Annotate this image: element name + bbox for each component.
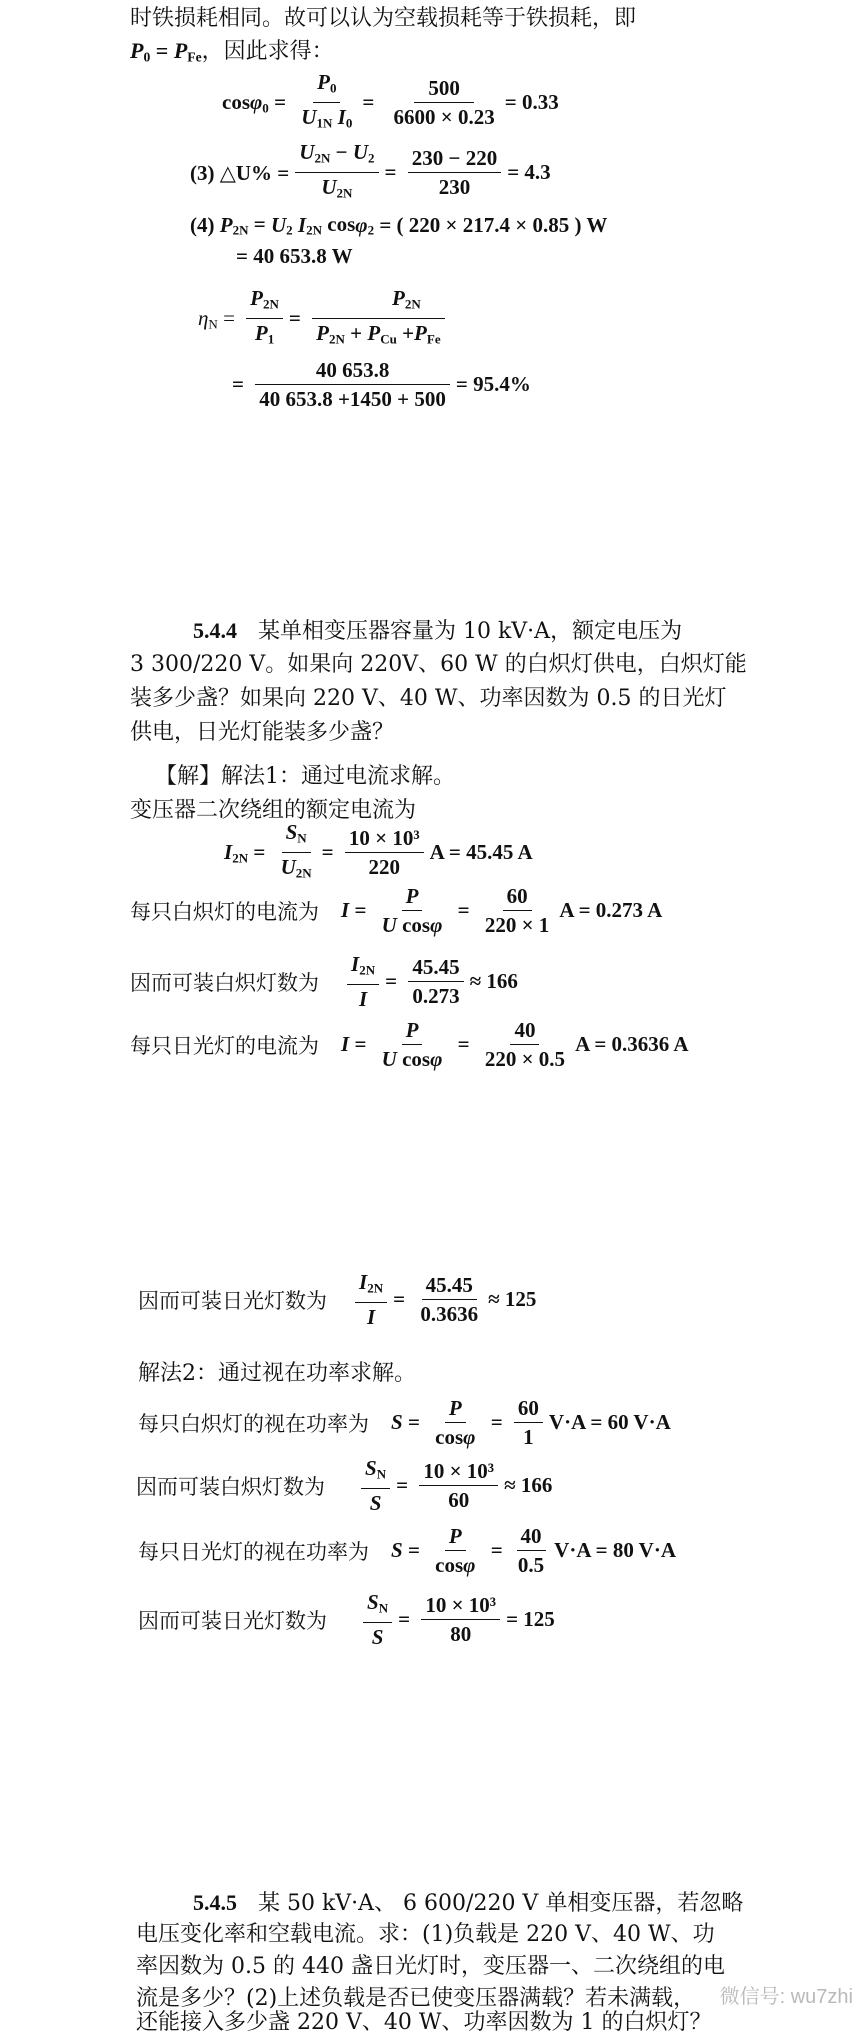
fl-count-label-2: 因而可装日光灯数为 [138,1608,327,1633]
fl-s-result: V·A = 80 V·A [554,1538,677,1562]
cos-result: = 0.33 [504,90,559,115]
problem-544-number: 5.4.4 [193,618,237,643]
lamp-s-result: V·A = 60 V·A [548,1410,671,1434]
fl-count-result: ≈ 125 [488,1287,537,1312]
du-label: (3) △U% = [190,160,290,185]
eq-fluorescent-count-2: 因而可装日光灯数为 $\frac{S_N}{S}$ = $\frac{\text{10 × 10³}}{80}$ = 125 [138,1590,555,1650]
eq-p2n-value: = 40 653.8 W [236,244,353,268]
problem-544-text-1: 某单相变压器容量为 10 kV·A，额定电压为 [257,619,683,644]
eq-voltage-regulation: (3) △U% = $\frac{U_{2N} - U_2}{U_{2N}}$ = $\frac{230 - 220}{230}$ = 4.3 [190,140,551,201]
eq-efficiency: η $_N$ = $\frac{P_{2N}}{P_1}$ = $\frac{P_{2N}}{P_{2N} + P_{Cu} +P_{Fe}}$ [198,286,451,352]
i2n-den: 220 [368,855,401,880]
problem-545-number: 5.4.5 [193,1890,237,1915]
eta-den: 40 653.8 +1450 + 500 [259,387,446,411]
problem-545-line-2: 电压变化率和空载电流。求：(1)负载是 220 V、40 W、功 [136,1922,715,1947]
eq-p2n: (4) P $_{2N}$ = U $_2$ I $_{2N}$ cos φ $_2$ = ( 220 × 217.4 × 0.85 ) W [190,212,608,238]
eta-num: 40 653.8 [255,358,450,385]
eq-fluorescent-count: 因而可装日光灯数为 $\frac{I_{2N}}{I}$ = $\frac{45.45}{0.3636}$ ≈ 125 [138,1270,537,1330]
lamp-s-label: 每只白炽灯的视在功率为 [138,1411,369,1436]
eq-i2n: I $_{2N}$ = $\frac{S_N}{U_{2N}}$ = $\frac{\text{10 × 10³}}{220}$ A = 45.45 A [224,820,533,881]
fl-s-label: 每只日光灯的视在功率为 [138,1539,369,1564]
fl-result: A = 0.3636 A [575,1032,689,1056]
lamp-count-result: ≈ 166 [469,969,518,994]
watermark: 微信号: wu7zhi [719,1986,853,2008]
eq-lamp-count-2: 因而可装白炽灯数为 $\frac{S_N}{S}$ = $\frac{\text{10 × 10³}}{60}$ ≈ 166 [136,1456,553,1516]
du-den: 230 [438,175,471,200]
fl-count-num-2: 10 × 10³ [421,1593,500,1620]
solution1-intro: 变压器二次绕组的额定电流为 [130,798,417,823]
fl-s-den: 0.5 [517,1553,545,1577]
fl-count-den-2: 80 [450,1622,472,1647]
p2n-label: (4) [190,212,215,237]
lamp-result: A = 0.273 A [559,898,663,922]
i2n-num: 10 × 10³ [345,826,424,853]
lamp-count-den-2: 60 [448,1488,470,1513]
cos-den: 6600 × 0.23 [393,105,495,130]
lamp-count-num-2: 10 × 10³ [419,1459,498,1486]
solution1-heading: 【解】解法1：通过电流求解。 [155,764,455,789]
eq-fluorescent-apparent-power: 每只日光灯的视在功率为 S = $\frac{P}{\cos\varphi}$ = $\frac{40}{0.5}$ V·A = 80 V·A [138,1524,677,1577]
top-line-2-suffix: ，因此求得： [201,39,334,64]
fl-den: 220 × 0.5 [484,1047,566,1071]
fl-current-label: 每只日光灯的电流为 [130,1033,319,1058]
lamp-num: 60 [503,884,532,911]
problem-544-line-4: 供电，日光灯能装多少盏？ [130,720,395,745]
fl-s-num: 40 [517,1524,546,1551]
eq-cos-phi0: cos φ $_0$ = $\frac{P_0}{U_{1N} I_0}$ = $\frac{500}{6600 \times 0.23}$ = 0.33 [222,70,559,131]
top-line-2: $P_0 = P_{Fe}$，因此求得： [130,38,334,65]
eq-lamp-apparent-power: 每只白炽灯的视在功率为 S = $\frac{P}{\cos\varphi}$ = $\frac{60}{1}$ V·A = 60 V·A [138,1396,671,1449]
fl-count-label: 因而可装日光灯数为 [138,1288,327,1313]
problem-544-line-1 [193,614,682,649]
solution2-heading: 解法2：通过视在功率求解。 [138,1361,416,1386]
eq-fluorescent-current: 每只日光灯的电流为 I = $\frac{P}{\text{U cosφ}}$ = $\frac{40}{220 \times 0.5}$ A = 0.3636 A [130,1018,689,1071]
problem-545-line-3: 率因数为 0.5 的 440 盏日光灯时，变压器一、二次绕组的电 [136,1954,725,1979]
i2n-result: A = 45.45 A [429,840,533,865]
problem-545-line-4: 流是多少？(2)上述负载是否已使变压器满载？若未满载， [136,1986,696,2011]
du-result: = 4.3 [507,160,551,185]
lamp-count-num: 45.45 [408,955,463,982]
eq-lamp-current: 每只白炽灯的电流为 I = $\frac{P}{\text{U cosφ}}$ = $\frac{60}{220 \times 1}$ A = 0.273 A [130,884,663,937]
lamp-current-label: 每只白炽灯的电流为 [130,899,319,924]
lamp-s-num: 60 [514,1396,543,1423]
problem-544-line-3: 装多少盏？如果向 220 V、40 W、功率因数为 0.5 的日光灯 [130,686,727,711]
lamp-s-den: 1 [523,1425,534,1449]
du-num: 230 − 220 [408,146,501,173]
p2n-expr: = ( 220 × 217.4 × 0.85 ) W [379,212,608,237]
problem-545-line-5: 还能接入多少盏 220 V、40 W、功率因数为 1 的白炽灯？ [136,2010,712,2035]
eta-result: = 95.4% [455,372,531,396]
eq-lamp-count: 因而可装白炽灯数为 $\frac{I_{2N}}{I}$ = $\frac{45.45}{0.273}$ ≈ 166 [130,952,518,1012]
problem-544-line-2: 3 300/220 V。如果向 220V、60 W 的白炽灯供电，白炽灯能 [130,652,747,677]
eq-efficiency-value: = $\frac{40 653.8}{40 653.8 +1450 + 500}$ = 95.4% [232,358,531,411]
problem-545-line-1 [193,1886,743,1921]
fl-count-num: 45.45 [422,1273,477,1300]
lamp-count-label: 因而可装白炽灯数为 [130,970,319,995]
top-line-1: 时铁损耗相同。故可以认为空载损耗等于铁损耗，即 [130,6,637,31]
lamp-count-den: 0.273 [412,984,460,1009]
fl-num: 40 [510,1018,539,1045]
cos-num: 500 [414,76,474,103]
problem-545-text-1: 某 50 kV·A、 6 600/220 V 单相变压器，若忽略 [257,1891,744,1916]
lamp-count-result-2: ≈ 166 [504,1473,553,1498]
fl-count-result-2: = 125 [506,1607,555,1632]
lamp-den: 220 × 1 [484,913,550,937]
lamp-count-label-2: 因而可装白炽灯数为 [136,1474,325,1499]
fl-count-den: 0.3636 [420,1302,479,1327]
